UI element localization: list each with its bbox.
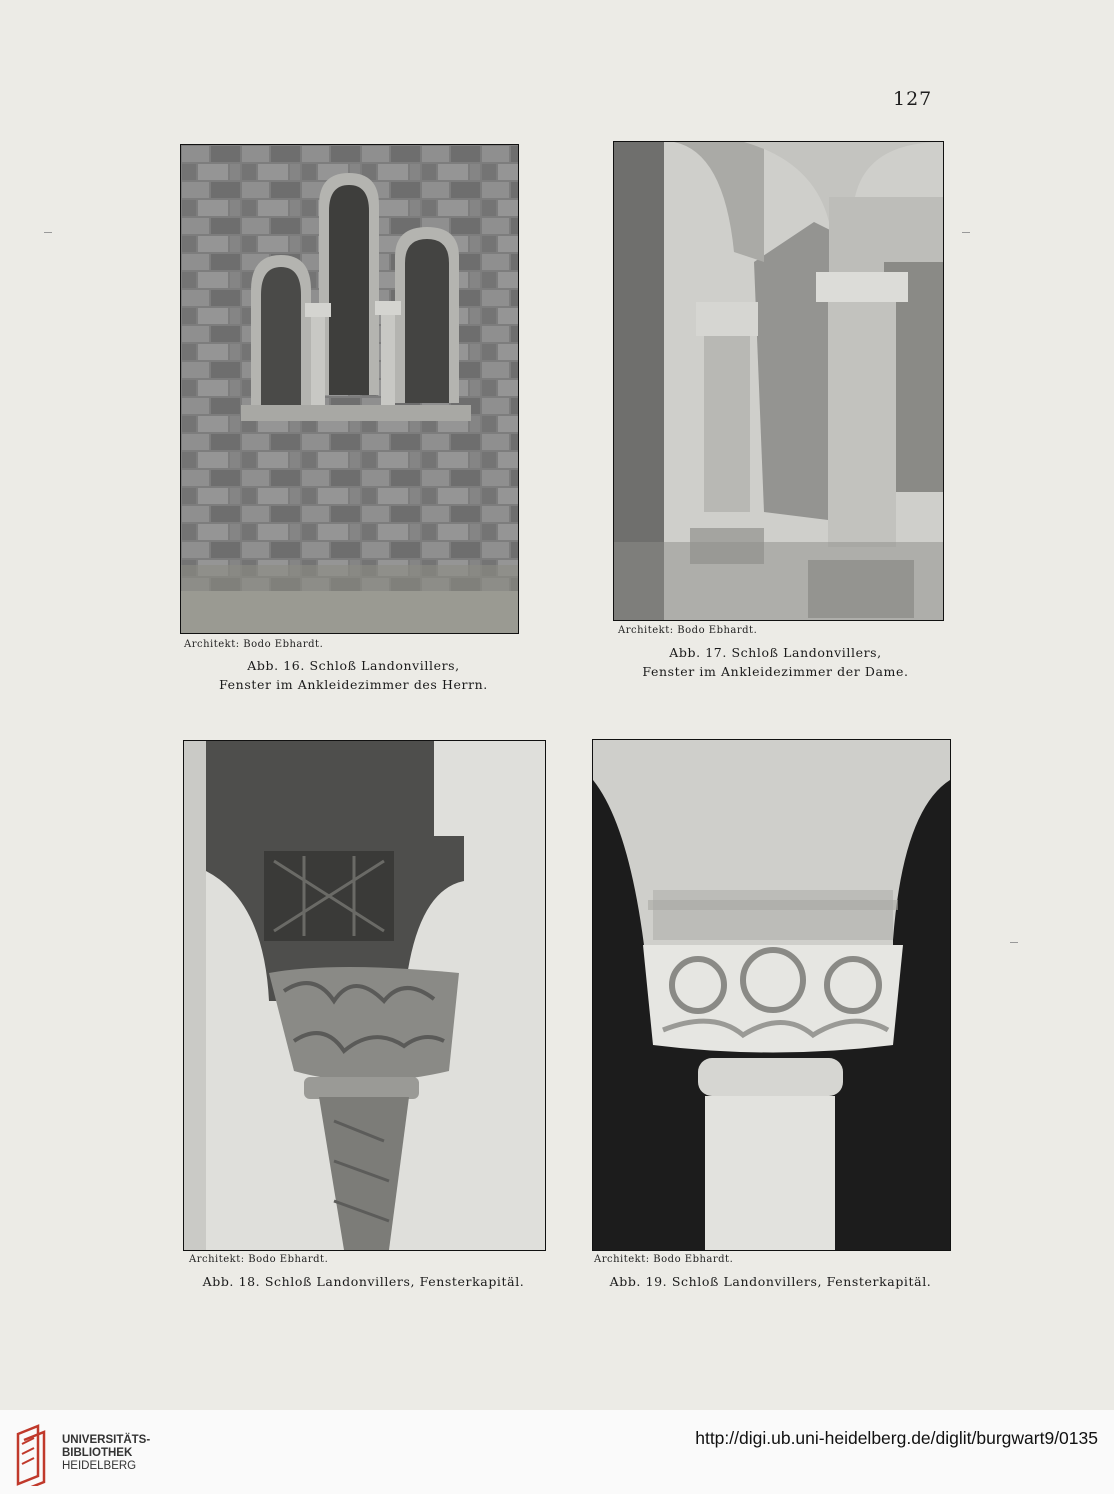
architect-credit: Architekt: Bodo Ebhardt. — [594, 1254, 734, 1265]
architect-credit: Architekt: Bodo Ebhardt. — [189, 1254, 329, 1265]
figure-caption — [183, 1272, 544, 1291]
margin-mark — [44, 232, 52, 233]
footer-bar — [0, 1410, 1114, 1494]
caption-line: Fenster im Ankleidezimmer des Herrn. — [219, 677, 488, 692]
photo-capital-left — [183, 740, 546, 1251]
caption-line: Abb. 16. Schloß Landonvillers, — [247, 658, 460, 673]
page-number: 127 — [893, 88, 933, 110]
photo-window-gentleman — [180, 144, 519, 634]
library-name-line: BIBLIOTHEK — [62, 1447, 133, 1459]
caption-line: Abb. 17. Schloß Landonvillers, — [669, 645, 882, 660]
library-logo-icon — [14, 1424, 54, 1486]
photo-window-lady — [613, 141, 944, 621]
photo-capital-right — [592, 739, 951, 1251]
architect-credit: Architekt: Bodo Ebhardt. — [184, 639, 324, 650]
library-name — [62, 1434, 150, 1473]
caption-line: Abb. 19. Schloß Landonvillers, Fensterkapitäl. — [609, 1274, 932, 1289]
figure-caption — [592, 1272, 949, 1291]
caption-line: Abb. 18. Schloß Landonvillers, Fensterkapitäl. — [202, 1274, 525, 1289]
caption-line: Fenster im Ankleidezimmer der Dame. — [642, 664, 909, 679]
library-name-line: HEIDELBERG — [62, 1460, 137, 1472]
margin-mark — [962, 232, 970, 233]
source-url-link[interactable]: http://digi.ub.uni-heidelberg.de/diglit/burgwart9/0135 — [695, 1428, 1098, 1448]
figure-caption — [611, 643, 940, 681]
margin-mark — [1010, 942, 1018, 943]
architect-credit: Architekt: Bodo Ebhardt. — [618, 625, 758, 636]
figure-caption — [185, 656, 522, 694]
library-name-line: UNIVERSITÄTS- — [62, 1434, 151, 1446]
